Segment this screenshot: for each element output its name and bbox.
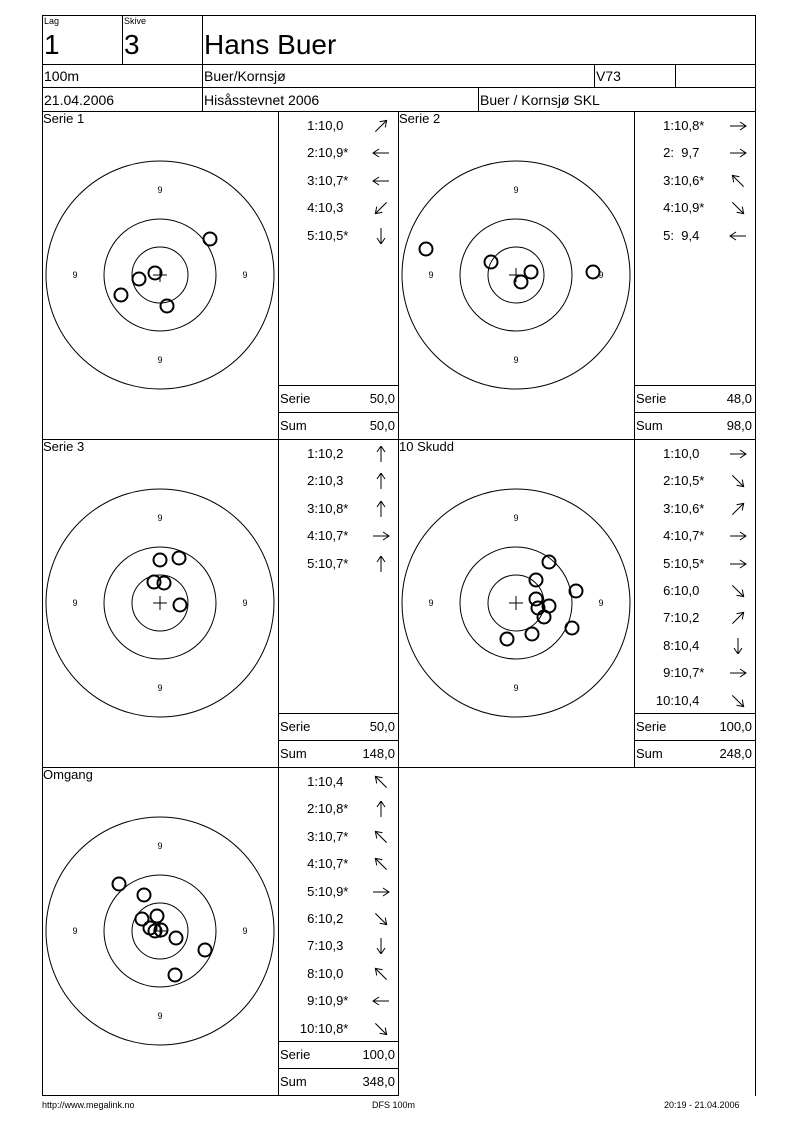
shot-direction-arrow [728, 501, 748, 517]
shot-row [280, 145, 370, 160]
center-cross [509, 596, 523, 610]
shot-score: 10,5* [674, 473, 705, 489]
rule [634, 385, 755, 386]
shot-hole [525, 266, 538, 279]
ring-label: 9 [157, 185, 163, 195]
shot-row [636, 556, 727, 571]
shot-hole [420, 243, 433, 256]
footer-url[interactable]: http://www.megalink.no [42, 1100, 135, 1110]
shot-direction-arrow [728, 446, 748, 462]
shot-hole [570, 585, 583, 598]
shot-direction-arrow [728, 556, 748, 572]
ring-label: 9 [242, 926, 248, 936]
shot-score: 10,3 [318, 200, 344, 216]
shot-score: 10,8* [318, 801, 349, 817]
shot-row [280, 173, 370, 188]
shot-number: 2: [663, 473, 674, 489]
rule [202, 15, 203, 111]
shot-number: 1: [307, 774, 318, 789]
shot-hole [170, 932, 183, 945]
shot-number: 1: [663, 446, 674, 461]
shot-number: 3: [663, 172, 674, 188]
serie-total: 48,0 [726, 391, 752, 406]
target-face [42, 111, 278, 439]
sum-total: 348,0 [362, 1074, 395, 1089]
shot-row [636, 473, 727, 488]
serie-total: 50,0 [369, 719, 395, 734]
shot-direction-arrow [371, 446, 391, 462]
shot-direction-arrow [371, 774, 391, 790]
shot-row [280, 501, 370, 516]
shot-score: 10,6* [674, 172, 705, 188]
shot-number: 3: [307, 828, 318, 844]
ring-label: 9 [157, 513, 163, 523]
rule [278, 740, 398, 741]
shot-score: 10,9* [318, 993, 349, 1009]
ring-label: 9 [242, 598, 248, 608]
shot-number: 6: [307, 911, 318, 926]
shot-row [636, 145, 727, 160]
shot-hole [115, 289, 128, 302]
ring-label: 9 [157, 1011, 163, 1021]
shot-score: 10,4 [674, 637, 700, 653]
ring-label: 9 [598, 598, 604, 608]
sum-label: Sum [280, 746, 307, 761]
shot-number: 1: [307, 118, 318, 133]
ring-label: 9 [513, 683, 519, 693]
rule [42, 64, 755, 65]
ring-label: 9 [157, 841, 163, 851]
ring-label: 9 [513, 185, 519, 195]
shot-score: 10,9* [674, 200, 705, 216]
shot-score: 10,6* [674, 500, 705, 516]
shot-direction-arrow [371, 501, 391, 517]
shot-score: 10,2 [318, 446, 344, 461]
serie-total: 100,0 [362, 1047, 395, 1062]
shot-direction-arrow [371, 993, 391, 1009]
shot-score: 10,7* [318, 172, 349, 188]
lag-value: 1 [44, 29, 60, 60]
shot-direction-arrow [371, 856, 391, 872]
shot-score: 10,7* [318, 555, 349, 571]
shot-direction-arrow [728, 638, 748, 654]
shot-row [280, 528, 370, 543]
shot-score: 10,7* [318, 856, 349, 872]
shot-row [280, 1021, 370, 1036]
shot-row [280, 473, 370, 488]
section-title: 10 Skudd [399, 439, 454, 454]
shot-score: 10,0 [318, 118, 344, 133]
section-title: Serie 2 [399, 111, 441, 126]
shot-row [636, 638, 727, 653]
shot-row [280, 911, 370, 926]
serie-label: Serie [280, 391, 311, 406]
shot-direction-arrow [371, 473, 391, 489]
shot-hole [173, 552, 186, 565]
shot-row [280, 993, 370, 1008]
shot-score: 10,7* [318, 828, 349, 844]
footer-program: DFS 100m [372, 1100, 416, 1110]
sum-label: Sum [636, 418, 663, 433]
shot-score: 10,5* [318, 227, 349, 243]
rule [278, 111, 279, 1095]
shot-direction-arrow [371, 556, 391, 572]
shot-hole [133, 273, 146, 286]
rule [278, 713, 398, 714]
shooter-name: Hans Buer [204, 29, 337, 60]
shot-score: 10,5* [674, 555, 705, 571]
shot-row [280, 228, 370, 243]
shot-number: 3: [307, 500, 318, 516]
class: V73 [596, 68, 621, 84]
target-face [398, 439, 634, 767]
ring-label: 9 [72, 598, 78, 608]
shot-direction-arrow [728, 173, 748, 189]
section-title: Omgang [43, 767, 93, 782]
ring-label: 9 [428, 270, 434, 280]
shot-row [280, 938, 370, 953]
shot-row [280, 446, 370, 461]
sum-total: 148,0 [362, 746, 395, 761]
shot-score: 10,2 [674, 610, 700, 626]
shot-hole [154, 554, 167, 567]
shot-number: 10: [299, 1020, 318, 1036]
shot-direction-arrow [371, 200, 391, 216]
target-face [42, 439, 278, 767]
serie-total: 50,0 [369, 391, 395, 406]
shot-direction-arrow [728, 200, 748, 216]
ring-label: 9 [242, 270, 248, 280]
shot-row [636, 446, 727, 461]
shot-number: 2: [307, 473, 318, 489]
shot-score: 10,8* [318, 500, 349, 516]
shot-direction-arrow [371, 938, 391, 954]
shot-row [280, 774, 370, 789]
shot-direction-arrow [728, 583, 748, 599]
shot-score: 10,2 [318, 911, 344, 926]
skive-label: Skive [124, 16, 147, 26]
rule [634, 412, 755, 413]
shot-score: 10,4 [318, 774, 344, 789]
rule [755, 15, 756, 1096]
shot-score: 10,3 [318, 938, 344, 954]
shot-score: 10,8* [318, 1020, 349, 1036]
shot-direction-arrow [371, 829, 391, 845]
shot-number: 9: [307, 993, 318, 1009]
ring-label: 9 [428, 598, 434, 608]
shot-row [636, 528, 727, 543]
shot-number: 8: [307, 965, 318, 981]
rule [278, 1041, 398, 1042]
club-full: Buer / Kornsjø SKL [480, 92, 600, 108]
shot-score: 10,8* [674, 118, 705, 133]
shot-score: 10,9* [318, 883, 349, 899]
shot-row [636, 610, 727, 625]
shot-number: 9: [663, 665, 674, 681]
shot-direction-arrow [371, 528, 391, 544]
shot-hole [526, 628, 539, 641]
shot-direction-arrow [728, 118, 748, 134]
shot-number: 5: [307, 555, 318, 571]
shot-direction-arrow [728, 610, 748, 626]
rule [675, 64, 676, 88]
serie-label: Serie [280, 1047, 311, 1062]
shot-score: 9,4 [674, 227, 700, 243]
shot-number: 4: [663, 528, 674, 544]
shot-direction-arrow [371, 801, 391, 817]
shot-row [636, 501, 727, 516]
shot-hole [151, 910, 164, 923]
shot-direction-arrow [371, 966, 391, 982]
shot-number: 4: [663, 200, 674, 216]
shot-row [636, 228, 727, 243]
shot-row [280, 200, 370, 215]
section-title: Serie 1 [43, 111, 85, 126]
shot-number: 1: [663, 118, 674, 133]
sum-total: 248,0 [719, 746, 752, 761]
shot-number: 3: [307, 172, 318, 188]
sum-label: Sum [636, 746, 663, 761]
target-face [42, 767, 278, 1095]
shot-number: 10: [655, 692, 674, 708]
shot-hole [566, 622, 579, 635]
rule [42, 15, 755, 16]
ring-label: 9 [72, 926, 78, 936]
shot-hole [174, 599, 187, 612]
rule [594, 64, 595, 88]
serie-total: 100,0 [719, 719, 752, 734]
shot-number: 5: [307, 883, 318, 899]
shot-row [636, 173, 727, 188]
shot-number: 2: [307, 145, 318, 161]
shot-direction-arrow [371, 884, 391, 900]
shot-hole [169, 969, 182, 982]
rule [278, 412, 398, 413]
serie-label: Serie [636, 719, 667, 734]
shot-score: 10,0 [318, 965, 344, 981]
shot-row [636, 118, 727, 133]
shot-direction-arrow [371, 1021, 391, 1037]
shot-number: 4: [307, 528, 318, 544]
event-name: Hisåsstevnet 2006 [204, 92, 320, 108]
shot-direction-arrow [728, 473, 748, 489]
ring-label: 9 [598, 270, 604, 280]
shot-hole [501, 633, 514, 646]
sum-label: Sum [280, 1074, 307, 1089]
shot-number: 1: [307, 446, 318, 461]
shot-direction-arrow [728, 693, 748, 709]
shot-number: 6: [663, 583, 674, 598]
shot-row [280, 556, 370, 571]
ring-label: 9 [157, 683, 163, 693]
rule [42, 87, 755, 88]
footer-timestamp: 20:19 - 21.04.2006 [664, 1100, 740, 1110]
rule [278, 385, 398, 386]
shot-number: 7: [663, 610, 674, 626]
rule [634, 111, 635, 767]
rule [278, 1068, 398, 1069]
shot-row [636, 583, 727, 598]
date: 21.04.2006 [44, 92, 115, 108]
serie-label: Serie [280, 719, 311, 734]
distance: 100m [44, 68, 80, 84]
sum-label: Sum [280, 418, 307, 433]
serie-label: Serie [636, 391, 667, 406]
shot-hole [199, 944, 212, 957]
sum-total: 50,0 [369, 418, 395, 433]
shot-direction-arrow [728, 528, 748, 544]
target-face [398, 111, 634, 439]
shot-row [280, 801, 370, 816]
center-cross [153, 596, 167, 610]
rule [478, 87, 479, 112]
shot-score: 10,9* [318, 145, 349, 161]
shot-direction-arrow [371, 118, 391, 134]
shot-row [636, 693, 727, 708]
shot-direction-arrow [371, 173, 391, 189]
shot-row [636, 200, 727, 215]
shot-number: 7: [307, 938, 318, 954]
shot-score: 10,7* [674, 528, 705, 544]
ring-label: 9 [513, 513, 519, 523]
shot-hole [113, 878, 126, 891]
shot-score: 10,0 [674, 446, 700, 461]
shot-score: 9,7 [674, 145, 700, 161]
shot-hole [204, 233, 217, 246]
shot-number: 5: [307, 227, 318, 243]
lag-label: Lag [44, 16, 60, 26]
shot-direction-arrow [371, 145, 391, 161]
shot-number: 2: [307, 801, 318, 817]
shot-score: 10,0 [674, 583, 700, 598]
ring-label: 9 [157, 355, 163, 365]
shot-row [636, 665, 727, 680]
club-short: Buer/Kornsjø [204, 68, 286, 84]
shot-number: 2: [663, 145, 674, 161]
shot-row [280, 884, 370, 899]
rule [122, 15, 123, 65]
shot-score: 10,7* [674, 665, 705, 681]
rule [634, 713, 755, 714]
shot-hole [138, 889, 151, 902]
shot-row [280, 966, 370, 981]
shot-direction-arrow [371, 228, 391, 244]
section-title: Serie 3 [43, 439, 85, 454]
rule [634, 740, 755, 741]
shot-score: 10,3 [318, 473, 344, 489]
shot-hole [530, 593, 543, 606]
shot-direction-arrow [728, 228, 748, 244]
shot-direction-arrow [371, 911, 391, 927]
sum-total: 98,0 [726, 418, 752, 433]
shot-row [280, 856, 370, 871]
shot-row [280, 829, 370, 844]
shot-number: 8: [663, 637, 674, 653]
shot-row [280, 118, 370, 133]
shot-direction-arrow [728, 145, 748, 161]
shot-number: 5: [663, 227, 674, 243]
shot-direction-arrow [728, 665, 748, 681]
rule [42, 1095, 399, 1096]
ring-label: 9 [513, 355, 519, 365]
shot-score: 10,4 [674, 692, 700, 708]
ring-label: 9 [72, 270, 78, 280]
shot-number: 5: [663, 555, 674, 571]
shot-hole [161, 300, 174, 313]
shot-number: 3: [663, 500, 674, 516]
skive-value: 3 [124, 29, 140, 60]
shot-score: 10,7* [318, 528, 349, 544]
shot-number: 4: [307, 856, 318, 872]
shot-number: 4: [307, 200, 318, 216]
